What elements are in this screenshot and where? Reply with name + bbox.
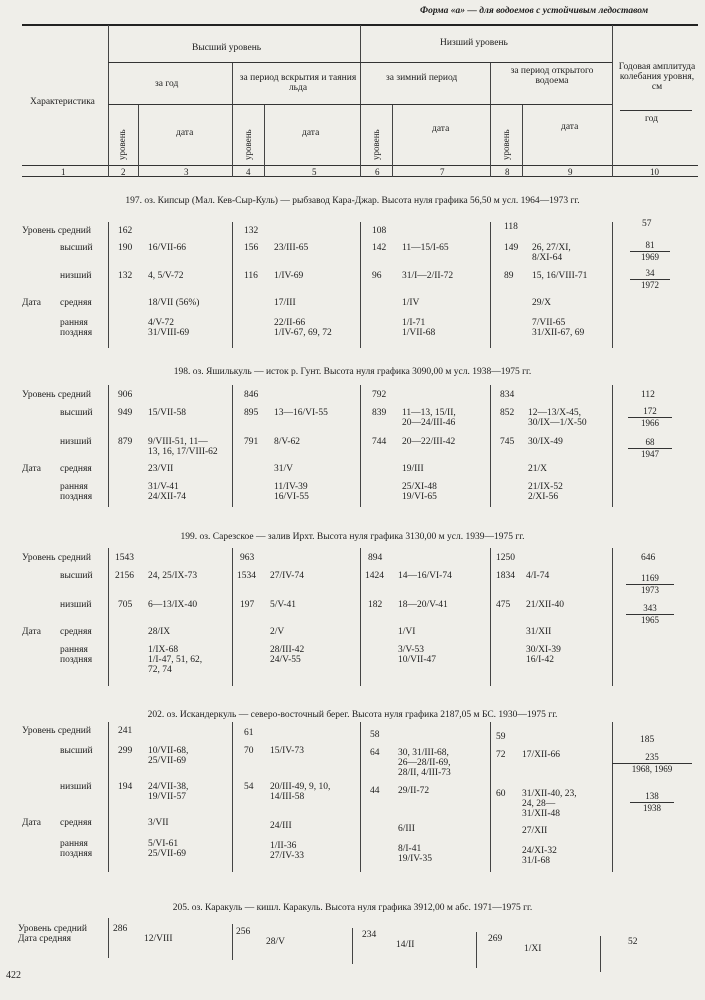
table-cell: 16/I-42 [526,655,554,665]
table-cell: 70 [244,746,254,756]
table-cell: 269 [488,934,503,944]
header-level-2: уровень [243,129,253,160]
table-cell: 14/II [396,940,415,950]
table-cell: 24/VII-38, [148,782,189,792]
row-label-late: поздняя [60,492,93,502]
row-label-highest: высший [60,571,93,581]
table-cell: 1/II-36 [270,841,297,851]
table-cell: 27/IV-74 [270,571,304,581]
cell: 1/IV-67, 69, 72 [274,328,332,338]
section-title: 198. оз. Яшилькуль — исток р. Гунт. Высота нуля графика 3090,00 м усл. 1938—1975 гг. [173,367,532,377]
table-cell: 182 [368,600,383,610]
table-cell: 72 [496,750,506,760]
col-num: 3 [184,167,189,177]
cell: 17/III [274,298,296,308]
section-title: 199. оз. Сарезское — залив Ирхт. Высота нуля графика 3130,00 м усл. 1939—1975 гг. [180,532,525,542]
row-label-mean: средняя [60,818,92,828]
header-level-1: уровень [117,129,127,160]
header-low-level: Низший уровень [440,38,508,48]
col-num: 4 [246,167,251,177]
table-cell: 1969 [641,252,659,262]
table-cell: 1/IX-68 [148,645,179,655]
header-year: год [645,114,658,124]
table-cell: 2156 [115,571,134,581]
table-cell: 27/XII [522,826,548,836]
row-label-mean: средняя [60,627,92,637]
amplitude: 646 [641,553,656,563]
table-cell: 58 [370,730,380,740]
table-cell: 13, 16, 17/VIII-62 [148,447,218,457]
header-level-4: уровень [501,129,511,160]
col-num: 8 [505,167,510,177]
table-cell: 1965 [641,615,659,625]
table-cell: 31/V [274,464,293,474]
table-cell: 24/V-55 [270,655,301,665]
row-label-lowest: низший [60,271,92,281]
table-cell: 31/I-68 [522,856,550,866]
row-label-early: ранняя [60,839,88,849]
table-cell: 895 [244,408,259,418]
amplitude-min [630,791,674,814]
table-cell: 894 [368,553,383,563]
header-for-year: за год [155,79,179,89]
section-title: 205. оз. Каракуль — кишл. Каракуль. Высота нуля графика 3912,00 м абс. 1971—1975 гг. [172,903,533,913]
header-date-3: дата [432,124,450,134]
table-cell: 16/VI-55 [274,492,309,502]
table-cell: 28/IX [148,627,171,637]
table-cell: 31/XII [526,627,552,637]
table-cell: 1966 [641,418,659,428]
amplitude-max [626,573,674,596]
table-cell: 1424 [365,571,384,581]
row-label-mean: средняя [60,298,92,308]
table-cell: 1972 [641,280,659,290]
table-cell: 475 [496,600,511,610]
cell: 108 [372,226,387,236]
table-cell: 21/XII-40 [526,600,564,610]
table-cell: 29/II-72 [398,786,430,796]
table-cell: 30/IX-49 [528,437,563,447]
amplitude-min [628,437,672,460]
cell: 4/V-72 [148,318,175,328]
table-cell: 256 [236,927,251,937]
table-cell: 299 [118,746,133,756]
table-cell: 1973 [641,585,659,595]
table-cell: 138 [630,791,674,803]
table-cell: 21/X [528,464,547,474]
table-cell: 17/XII-66 [522,750,560,760]
cell: 26, 27/XI, [532,243,571,253]
table-cell: 3/V-53 [398,645,425,655]
table-cell: 6/III [398,824,415,834]
table-cell: 14/III-58 [270,792,305,802]
amplitude-min [626,603,674,626]
table-cell: 24, 28— [522,799,556,809]
header-date-2: дата [302,128,320,138]
section-title: 202. оз. Искандеркуль — северо-восточный берег. Высота нуля графика 2187,05 м БС. 1930—1975 гг. [147,710,558,720]
table-cell: 4/I-74 [526,571,550,581]
table-cell: 1250 [496,553,515,563]
header-level-3: уровень [371,129,381,160]
table-cell: 10/VII-68, [148,746,189,756]
row-label-early: ранняя [60,645,88,655]
cell: 162 [118,226,133,236]
cell: 190 [118,243,133,253]
table-cell: 839 [372,408,387,418]
table-cell: 54 [244,782,254,792]
amplitude-max [628,406,672,429]
cell: 142 [372,243,387,253]
cell: 116 [244,271,258,281]
table-cell: 59 [496,732,506,742]
table-cell: 2/V [270,627,285,637]
table-cell: 19/III [402,464,424,474]
cell: 15, 16/VIII-71 [532,271,588,281]
table-cell: 1/I-47, 51, 62, [148,655,203,665]
table-cell: 13—16/VI-55 [274,408,328,418]
table-cell: 2/XI-56 [528,492,559,502]
table-cell: 72, 74 [148,665,172,675]
row-label-level-mean: Уровень средний [18,924,87,934]
cell: 1/IV-69 [274,271,304,281]
row-label-date-mean: Дата средняя [18,934,72,944]
table-cell: 194 [118,782,133,792]
table-cell: 61 [244,728,254,738]
table-cell: 1947 [641,449,659,459]
col-num: 6 [375,167,380,177]
cell: 31/VIII-69 [148,328,190,338]
table-cell: 852 [500,408,515,418]
cell: 7/VII-65 [532,318,566,328]
table-cell: 5/V-41 [270,600,297,610]
table-cell: 9/VIII-51, 11— [148,437,208,447]
row-label-late: поздняя [60,849,93,859]
row-label-highest: высший [60,746,93,756]
form-title: Форма «а» — для водоемов с устойчивым ледоставом [420,6,649,16]
table-cell: 25/VII-69 [148,756,186,766]
table-cell: 949 [118,408,133,418]
cell: 31/XII-67, 69 [532,328,585,338]
table-cell: 8/I-41 [398,844,422,854]
table-cell: 34 [630,268,670,280]
row-label-level-mean: Уровень средний [22,553,91,563]
row-label-lowest: низший [60,437,92,447]
table-cell: 24/XI-32 [522,846,557,856]
table-cell: 31/V-41 [148,482,179,492]
table-cell: 30/XI-39 [526,645,561,655]
table-cell: 19/IV-35 [398,854,432,864]
cell: 31/I—2/II-72 [402,271,454,281]
table-cell: 21/IX-52 [528,482,563,492]
table-cell: 23/VII [148,464,174,474]
table-cell: 792 [372,390,387,400]
amplitude-min [630,268,670,291]
row-label-highest: высший [60,408,93,418]
row-label-early: ранняя [60,482,88,492]
row-label-date: Дата [22,464,41,474]
row-label-lowest: низший [60,782,92,792]
row-label-late: поздняя [60,655,93,665]
table-cell: 3/VII [148,818,169,828]
table-cell: 20—24/III-46 [402,418,456,428]
table-cell: 25/XI-48 [402,482,437,492]
header-date-4: дата [561,122,579,132]
table-cell: 28/V [266,937,285,947]
table-cell: 28/III-42 [270,645,305,655]
cell: 149 [504,243,519,253]
cell: 29/X [532,298,551,308]
cell: 4, 5/V-72 [148,271,184,281]
amplitude: 185 [640,735,655,745]
table-cell: 286 [113,924,128,934]
table-cell: 31/XII-40, 23, [522,789,577,799]
cell: 16/VII-66 [148,243,186,253]
table-cell: 1834 [496,571,515,581]
table-cell: 68 [628,437,672,449]
table-cell: 1534 [237,571,256,581]
table-cell: 1968, 1969 [631,764,673,774]
cell: 89 [504,271,514,281]
header-for-open: за период открытого водоема [510,66,594,86]
table-cell: 234 [362,930,377,940]
table-cell: 27/IV-33 [270,851,304,861]
row-label-date: Дата [22,818,41,828]
table-cell: 25/VII-69 [148,849,186,859]
cell: 23/III-65 [274,243,309,253]
table-cell: 19/VI-65 [402,492,437,502]
col-num: 5 [312,167,317,177]
table-cell: 1/XI [524,944,542,954]
cell: 132 [118,271,133,281]
table-cell: 879 [118,437,133,447]
col-num: 9 [568,167,573,177]
amplitude: 52 [628,937,638,947]
table-cell: 6—13/IX-40 [148,600,198,610]
table-cell: 31/XII-48 [522,809,560,819]
row-label-mean: средняя [60,464,92,474]
cell: 132 [244,226,259,236]
table-cell: 11—13, 15/II, [402,408,456,418]
table-cell: 1938 [643,803,661,813]
table-cell: 18—20/V-41 [398,600,448,610]
table-cell: 705 [118,600,133,610]
table-cell: 20—22/III-42 [402,437,456,447]
cell: 96 [372,271,382,281]
row-label-level-mean: Уровень средний [22,390,91,400]
table-cell: 172 [628,406,672,418]
header-annual-amplitude: Годовая амплитуда колебания уровня, см [618,62,696,92]
table-cell: 15/IV-73 [270,746,304,756]
table-cell: 906 [118,390,133,400]
table-cell: 30, 31/III-68, [398,748,449,758]
table-cell: 14—16/VI-74 [398,571,452,581]
col-num: 2 [121,167,126,177]
header-date-1: дата [176,128,194,138]
col-num: 10 [650,167,659,177]
table-cell: 235 [612,752,692,764]
cell: 1/VII-68 [402,328,436,338]
header-for-winter: за зимний период [386,73,458,83]
table-cell: 60 [496,789,506,799]
table-cell: 10/VII-47 [398,655,436,665]
row-label-level-mean: Уровень средний [22,726,91,736]
table-cell: 81 [630,240,670,252]
row-label-early: ранняя [60,318,88,328]
cell: 8/XI-64 [532,253,563,263]
table-cell: 24, 25/IX-73 [148,571,198,581]
table-cell: 26—28/II-69, [398,758,451,768]
table-cell: 30/IX—1/X-50 [528,418,587,428]
table-cell: 24/XII-74 [148,492,186,502]
table-cell: 343 [626,603,674,615]
table-cell: 1543 [115,553,134,563]
col-num: 1 [61,167,66,177]
row-label-highest: высший [60,243,93,253]
table-cell: 745 [500,437,515,447]
table-cell: 197 [240,600,255,610]
table-cell: 846 [244,390,259,400]
table-cell: 24/III [270,821,292,831]
row-label-level-mean: Уровень средний [22,226,91,236]
amplitude-max [630,240,670,263]
table-cell: 19/VII-57 [148,792,186,802]
table-cell: 744 [372,437,387,447]
cell: 18/VII (56%) [148,298,200,308]
table-cell: 44 [370,786,380,796]
table-cell: 5/VI-61 [148,839,179,849]
table-cell: 791 [244,437,259,447]
cell: 1/IV [402,298,420,308]
table-cell: 241 [118,726,133,736]
table-cell: 64 [370,748,380,758]
table-cell: 834 [500,390,515,400]
col-num: 7 [440,167,445,177]
header-characteristic: Характеристика [30,97,95,107]
table-cell: 20/III-49, 9, 10, [270,782,331,792]
table-cell: 12/VIII [144,934,173,944]
table-cell: 11/IV-39 [274,482,308,492]
amplitude: 112 [641,390,655,400]
table-cell: 963 [240,553,255,563]
table-cell: 12—13/X-45, [528,408,582,418]
table-cell: 1169 [626,573,674,585]
cell: 11—15/I-65 [402,243,449,253]
amplitude: 57 [642,219,652,229]
table-cell: 15/VII-58 [148,408,186,418]
section-title: 197. оз. Кипсыр (Мал. Кев-Сыр-Куль) — рыбзавод Кара-Джар. Высота нуля графика 56,50 м усл. 1964—1973 гг. [125,196,580,206]
page-number: 422 [6,970,21,981]
row-label-date: Дата [22,298,41,308]
cell: 22/II-66 [274,318,306,328]
cell: 1/I-71 [402,318,426,328]
header-high-level: Высший уровень [192,43,262,53]
cell: 118 [504,222,518,232]
header-for-breakup: за период вскрытия и таяния льда [239,73,357,93]
cell: 156 [244,243,259,253]
row-label-date: Дата [22,627,41,637]
amplitude-max [612,752,692,775]
table-cell: 28/II, 4/III-73 [398,768,451,778]
row-label-lowest: низший [60,600,92,610]
table-cell: 8/V-62 [274,437,301,447]
row-label-late: поздняя [60,328,93,338]
table-cell: 1/VI [398,627,416,637]
